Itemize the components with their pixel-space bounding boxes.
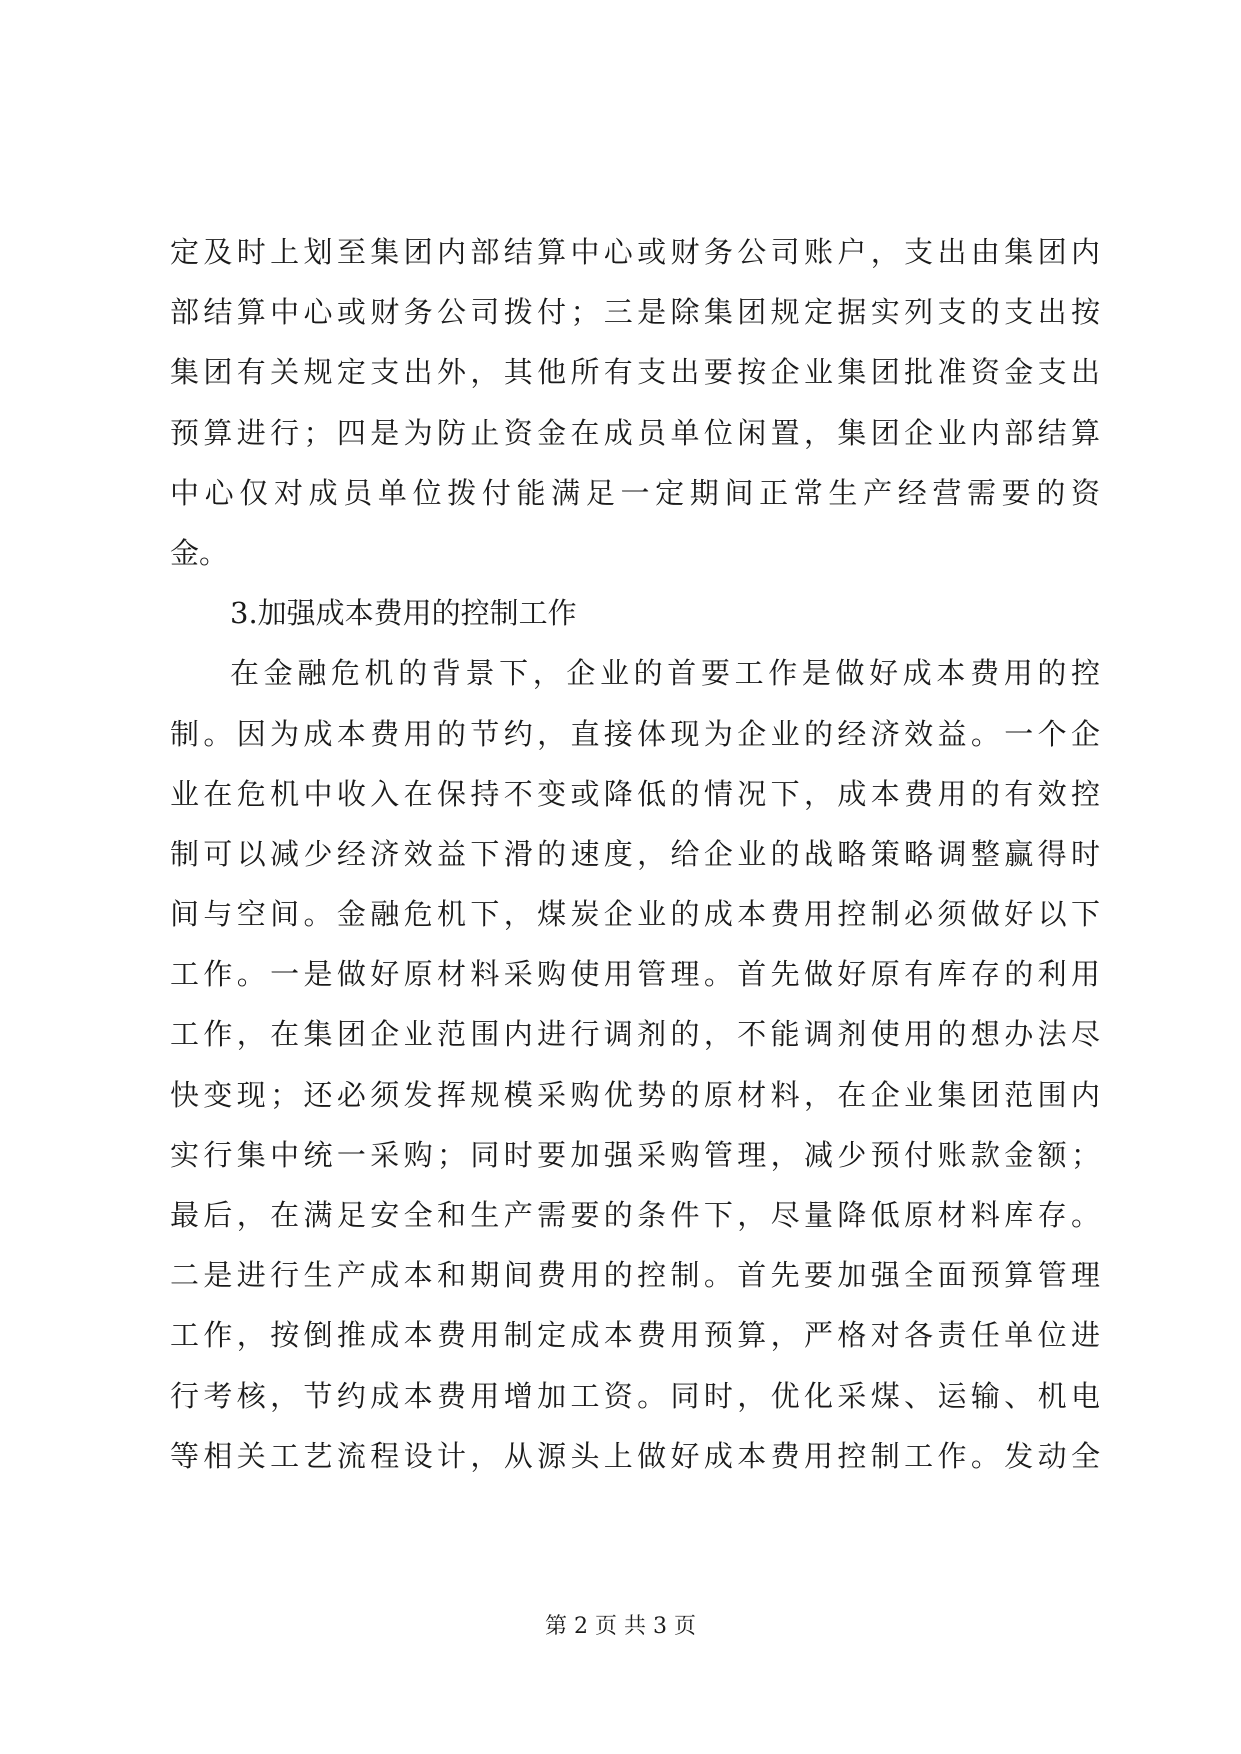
text-line-11: 制可以减少经济效益下滑的速度，给企业的战略策略调整赢得时	[170, 836, 1100, 871]
text-line-6: 金。	[170, 535, 229, 570]
body-text	[170, 222, 1100, 1486]
text-line-9: 制。因为成本费用的节约，直接体现为企业的经济效益。一个企	[170, 716, 1100, 751]
text-line-2: 部结算中心或财务公司拨付；三是除集团规定据实列支的支出按	[170, 295, 1100, 330]
text-line-14: 工作，在集团企业范围内进行调剂的，不能调剂使用的想办法尽	[170, 1017, 1100, 1052]
text-line-18: 二是进行生产成本和期间费用的控制。首先要加强全面预算管理	[170, 1258, 1100, 1293]
text-line-10: 业在危机中收入在保持不变或降低的情况下，成本费用的有效控	[170, 776, 1100, 811]
text-line-16: 实行集中统一采购；同时要加强采购管理，减少预付账款金额；	[170, 1137, 1100, 1172]
text-line-5: 中心仅对成员单位拨付能满足一定期间正常生产经营需要的资	[170, 475, 1100, 510]
text-line-20: 行考核，节约成本费用增加工资。同时，优化采煤、运输、机电	[170, 1378, 1100, 1413]
text-line-17: 最后，在满足安全和生产需要的条件下，尽量降低原材料库存。	[170, 1198, 1100, 1232]
page-number-footer: 第 2 页 共 3 页	[545, 1614, 696, 1639]
text-line-12: 间与空间。金融危机下，煤炭企业的成本费用控制必须做好以下	[170, 897, 1100, 932]
text-line-21: 等相关工艺流程设计，从源头上做好成本费用控制工作。发动全	[170, 1438, 1100, 1473]
text-line-13: 工作。一是做好原材料采购使用管理。首先做好原有库存的利用	[170, 957, 1100, 992]
section-heading: 3.加强成本费用的控制工作	[230, 596, 577, 631]
text-line-15: 快变现；还必须发挥规模采购优势的原材料，在企业集团范围内	[170, 1077, 1100, 1112]
text-line-4: 预算进行；四是为防止资金在成员单位闲置，集团企业内部结算	[170, 415, 1100, 450]
text-line-3: 集团有关规定支出外，其他所有支出要按企业集团批准资金支出	[170, 355, 1100, 390]
text-line-8: 在金融危机的背景下，企业的首要工作是做好成本费用的控	[230, 656, 1100, 691]
text-line-1: 定及时上划至集团内部结算中心或财务公司账户，支出由集团内	[170, 235, 1100, 269]
text-line-19: 工作，按倒推成本费用制定成本费用预算，严格对各责任单位进	[170, 1318, 1100, 1353]
